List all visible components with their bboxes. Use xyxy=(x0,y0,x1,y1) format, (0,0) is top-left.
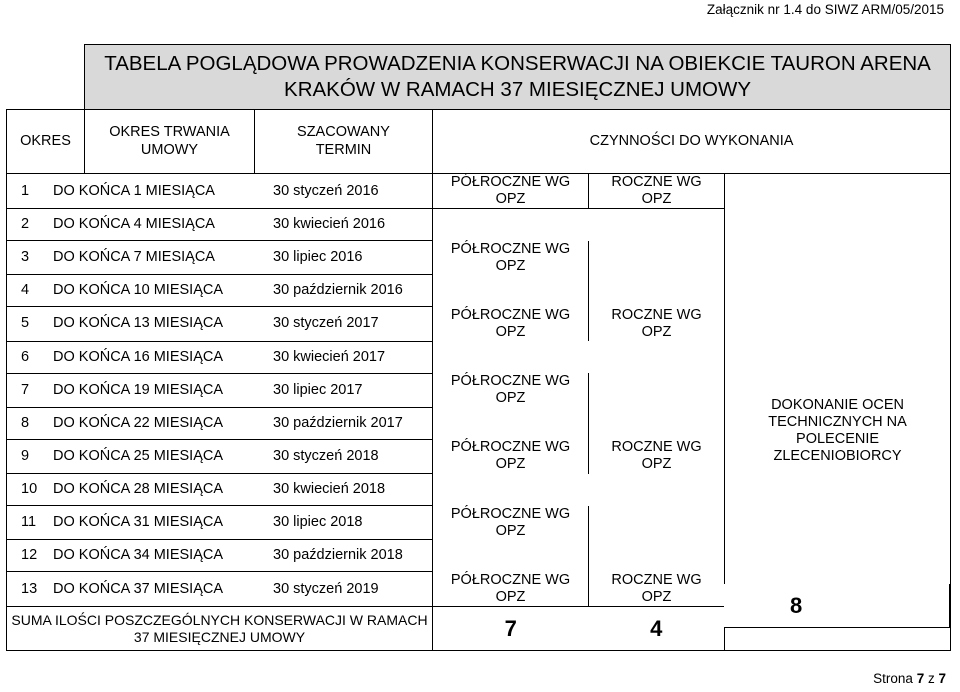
polroczne-label: PÓŁROCZNE WG xyxy=(450,439,571,456)
footer-prefix: Strona xyxy=(873,671,913,686)
activity-polroczne xyxy=(433,572,589,607)
col-header-okres-trwania xyxy=(85,110,255,174)
title-spacer xyxy=(7,45,85,110)
polroczne-label: PÓŁROCZNE WG xyxy=(450,240,571,257)
row-date: 30 kwiecień 2018 xyxy=(273,481,386,498)
polroczne-label: PÓŁROCZNE WG xyxy=(450,571,571,588)
summary-roczne-count xyxy=(589,607,725,651)
row-number: 12 xyxy=(21,547,38,564)
row-number: 13 xyxy=(21,580,38,597)
table-row xyxy=(7,407,433,439)
row-date: 30 styczeń 2018 xyxy=(273,447,379,464)
row-number: 6 xyxy=(21,348,30,365)
row-period: DO KOŃCA 16 MIESIĄCA xyxy=(53,348,224,365)
roczne-opz: OPZ xyxy=(641,324,672,341)
row-number: 1 xyxy=(21,182,30,199)
row-period: DO KOŃCA 7 MIESIĄCA xyxy=(53,249,215,266)
activity-empty xyxy=(433,474,589,506)
row-number: 5 xyxy=(21,315,30,332)
activity-empty xyxy=(589,540,725,572)
row-number: 7 xyxy=(21,381,30,398)
polroczne-opz: OPZ xyxy=(495,191,526,208)
roczne-label: ROCZNE WG xyxy=(611,174,702,190)
table-row xyxy=(7,540,433,572)
col-header-okres-trwania-2: UMOWY xyxy=(140,141,199,158)
row-date: 30 lipiec 2018 xyxy=(273,514,363,531)
row-date: 30 lipiec 2016 xyxy=(273,249,363,266)
activity-empty xyxy=(589,506,725,540)
table-row xyxy=(7,209,433,241)
title-line-1: TABELA POGLĄDOWA PROWADZENIA KONSERWACJI NA OBIEKCIE TAURON ARENA xyxy=(104,51,931,75)
table-row xyxy=(7,439,433,473)
col-header-okres-trwania-1: OKRES TRWANIA xyxy=(109,124,230,141)
col-header-czynnosci xyxy=(433,110,951,174)
activity-empty xyxy=(589,407,725,439)
activity-empty xyxy=(433,209,589,241)
row-date: 30 styczeń 2017 xyxy=(273,315,379,332)
footer-page-number: 7 xyxy=(916,671,925,686)
col-header-okres-label: OKRES xyxy=(20,132,71,149)
activity-empty xyxy=(433,275,589,307)
summary-polroczne-count xyxy=(433,607,589,651)
table-row xyxy=(7,506,433,540)
row-date: 30 październik 2016 xyxy=(273,282,403,299)
row-period: DO KOŃCA 37 MIESIĄCA xyxy=(53,580,224,597)
dokonanie-count: 8 xyxy=(790,592,803,618)
activity-polroczne xyxy=(433,439,589,473)
row-period: DO KOŃCA 34 MIESIĄCA xyxy=(53,547,224,564)
table-row xyxy=(7,474,433,506)
activity-roczne xyxy=(589,572,725,607)
roczne-count: 4 xyxy=(650,615,663,641)
roczne-opz: OPZ xyxy=(641,191,672,208)
table-row xyxy=(7,341,433,373)
maintenance-table xyxy=(6,44,951,651)
activity-empty xyxy=(589,275,725,307)
title-line-2: KRAKÓW W RAMACH 37 MIESIĘCZNEJ UMOWY xyxy=(284,78,752,101)
dokonanie-label: DOKONANIE OCEN TECHNICZNYCH NA POLECENIE ZLECENIOBIORCY xyxy=(768,397,907,465)
table-row xyxy=(7,241,433,275)
activity-empty xyxy=(589,209,725,241)
row-period: DO KOŃCA 25 MIESIĄCA xyxy=(53,447,224,464)
activity-empty xyxy=(589,341,725,373)
col-header-szacowany-2: TERMIN xyxy=(315,141,372,158)
roczne-label: ROCZNE WG xyxy=(611,439,702,456)
polroczne-label: PÓŁROCZNE WG xyxy=(450,505,571,522)
activity-roczne xyxy=(589,439,725,473)
row-number: 10 xyxy=(21,481,38,498)
row-date: 30 kwiecień 2016 xyxy=(273,216,386,233)
summary-dokonanie-count xyxy=(724,584,950,628)
polroczne-opz: OPZ xyxy=(495,456,526,473)
activity-empty xyxy=(433,407,589,439)
table-row xyxy=(7,174,433,209)
activity-polroczne xyxy=(433,174,589,209)
summary-label-1: SUMA ILOŚCI POSZCZEGÓLNYCH KONSERWACJI W RAMACH xyxy=(11,611,428,628)
row-number: 2 xyxy=(21,216,30,233)
roczne-opz: OPZ xyxy=(641,456,672,473)
row-period: DO KOŃCA 1 MIESIĄCA xyxy=(53,182,215,199)
row-number: 4 xyxy=(21,282,30,299)
polroczne-opz: OPZ xyxy=(495,588,526,605)
activity-empty xyxy=(589,241,725,275)
table-row xyxy=(7,275,433,307)
activity-polroczne xyxy=(433,307,589,341)
polroczne-opz: OPZ xyxy=(495,324,526,341)
page-footer xyxy=(873,671,946,686)
activity-roczne xyxy=(589,307,725,341)
activity-empty xyxy=(589,474,725,506)
activity-polroczne xyxy=(433,373,589,407)
row-date: 30 lipiec 2017 xyxy=(273,381,363,398)
polroczne-label: PÓŁROCZNE WG xyxy=(450,373,571,390)
row-date: 30 styczeń 2019 xyxy=(273,580,379,597)
polroczne-label: PÓŁROCZNE WG xyxy=(450,306,571,323)
activity-polroczne xyxy=(433,506,589,540)
roczne-label: ROCZNE WG xyxy=(611,571,702,588)
row-period: DO KOŃCA 22 MIESIĄCA xyxy=(53,414,224,431)
row-period: DO KOŃCA 4 MIESIĄCA xyxy=(53,216,215,233)
row-number: 3 xyxy=(21,249,30,266)
activity-empty xyxy=(589,373,725,407)
table-row xyxy=(7,373,433,407)
polroczne-opz: OPZ xyxy=(495,390,526,407)
col-header-szacowany-1: SZACOWANY xyxy=(297,124,390,141)
col-header-szacowany xyxy=(255,110,433,174)
attachment-header: Załącznik nr 1.4 do SIWZ ARM/05/2015 xyxy=(706,2,944,17)
row-number: 9 xyxy=(21,447,30,464)
col-header-okres xyxy=(7,110,85,174)
roczne-opz: OPZ xyxy=(641,588,672,605)
footer-page-total: 7 xyxy=(938,671,946,686)
row-period: DO KOŃCA 31 MIESIĄCA xyxy=(53,514,224,531)
activity-empty xyxy=(725,174,951,209)
row-date: 30 październik 2017 xyxy=(273,414,403,431)
activity-empty xyxy=(433,341,589,373)
col-header-czynnosci-label: CZYNNOŚCI DO WYKONANIA xyxy=(589,132,794,149)
row-number: 11 xyxy=(21,514,37,531)
table-row xyxy=(7,572,433,607)
activity-polroczne xyxy=(433,241,589,275)
row-number: 8 xyxy=(21,414,30,431)
row-period: DO KOŃCA 19 MIESIĄCA xyxy=(53,381,224,398)
row-date: 30 październik 2018 xyxy=(273,547,403,564)
polroczne-opz: OPZ xyxy=(495,522,526,539)
table-title xyxy=(85,45,951,110)
row-period: DO KOŃCA 28 MIESIĄCA xyxy=(53,481,224,498)
polroczne-label: PÓŁROCZNE WG xyxy=(450,174,571,190)
table-row xyxy=(7,307,433,341)
summary-label-2: 37 MIESIĘCZNEJ UMOWY xyxy=(133,628,306,645)
roczne-label: ROCZNE WG xyxy=(611,306,702,323)
row-date: 30 styczeń 2016 xyxy=(273,182,379,199)
row-period: DO KOŃCA 13 MIESIĄCA xyxy=(53,315,224,332)
row-date: 30 kwiecień 2017 xyxy=(273,348,386,365)
row-period: DO KOŃCA 10 MIESIĄCA xyxy=(53,282,224,299)
activity-empty xyxy=(433,540,589,572)
polroczne-count: 7 xyxy=(504,615,517,641)
activity-roczne xyxy=(589,174,725,209)
footer-mid: z xyxy=(927,671,935,686)
polroczne-opz: OPZ xyxy=(495,257,526,274)
summary-label xyxy=(7,607,433,651)
